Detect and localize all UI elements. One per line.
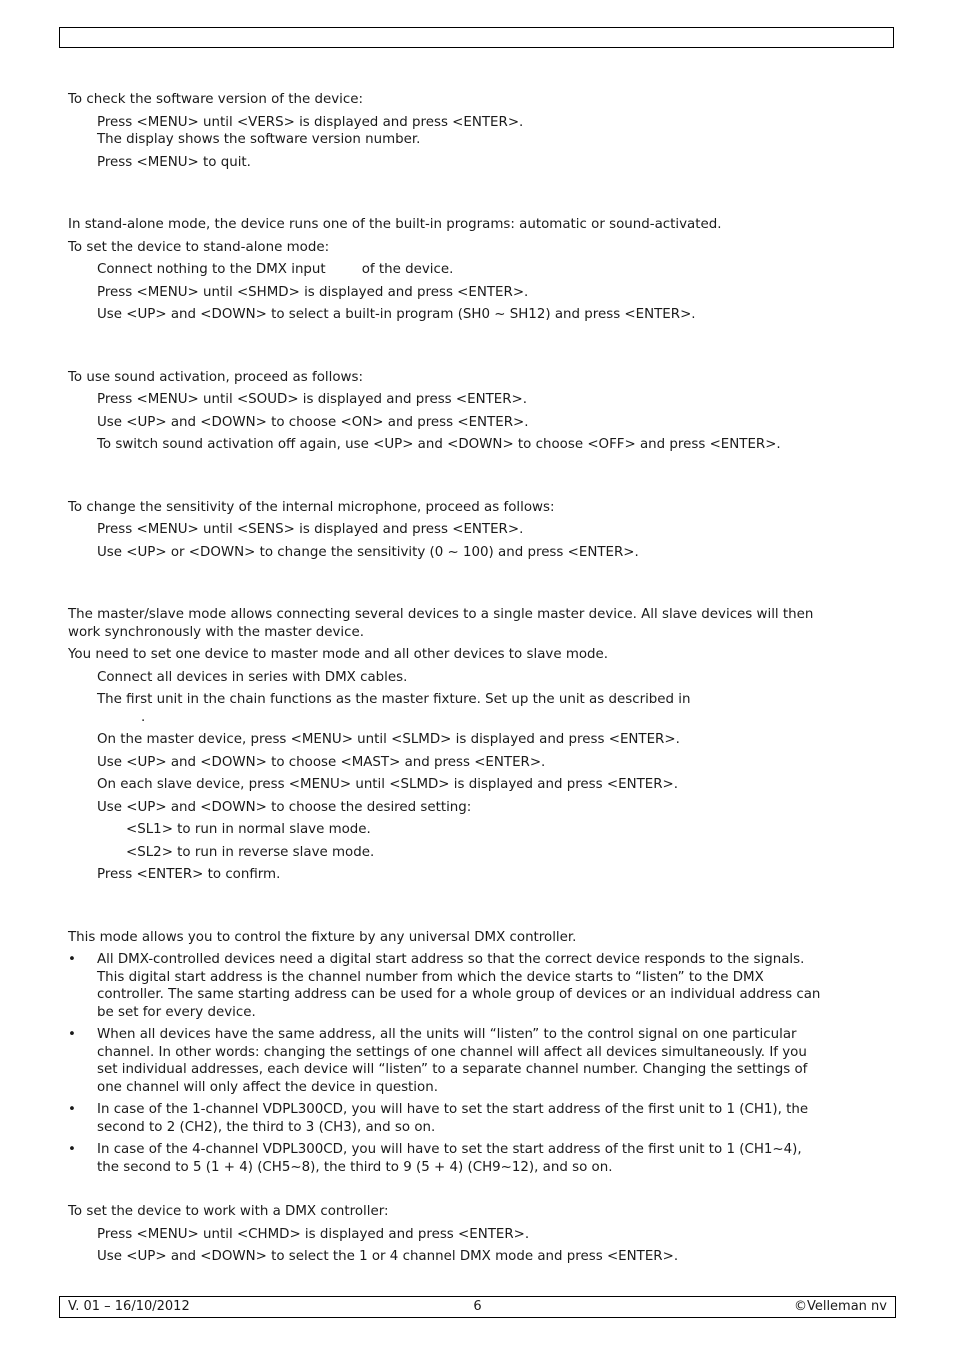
- dmx-bullet-3-line-1: In case of the 1-channel VDPL300CD, you will have to set the start address of the first unit to 1 (CH1), the: [97, 1102, 809, 1117]
- bullet-dot: •: [68, 1102, 76, 1117]
- bullet-dot: •: [68, 1027, 76, 1042]
- masterslave-step-4: Use <UP> and <DOWN> to choose <MAST> and press <ENTER>.: [97, 754, 546, 770]
- dmx-bullet-2-line-4: one channel will only affect the device in question.: [97, 1079, 438, 1095]
- standalone-lead: To set the device to stand-alone mode:: [68, 239, 330, 255]
- dmx-step-2: Use <UP> and <DOWN> to select the 1 or 4 channel DMX mode and press <ENTER>.: [97, 1249, 679, 1264]
- footer-page-number: 6: [473, 1299, 482, 1314]
- masterslave-intro-1: The master/slave mode allows connecting several devices to a single master device. All slave devices will then: [68, 607, 814, 622]
- masterslave-sub-1: <SL1> to run in normal slave mode.: [126, 822, 371, 837]
- masterslave-step-1: Connect all devices in series with DMX cables.: [97, 669, 408, 685]
- dmx-bullet-1-line-4: be set for every device.: [97, 1004, 256, 1020]
- version-step-1-note: The display shows the software version number.: [97, 132, 421, 147]
- footer-copyright: ©Velleman nv: [793, 1299, 887, 1314]
- page-content: [68, 91, 888, 1266]
- standalone-step-3: Use <UP> and <DOWN> to select a built-in program (SH0 ~ SH12) and press <ENTER>.: [97, 307, 696, 322]
- standalone-step-2: Press <MENU> until <SHMD> is displayed and press <ENTER>.: [97, 284, 529, 300]
- dmx-bullet-2-line-3: set individual addresses, each device will “listen” to a separate channel number. Changing the settings of: [97, 1062, 808, 1077]
- page-header-box: [59, 27, 894, 48]
- masterslave-lead: You need to set one device to master mode and all other devices to slave mode.: [68, 647, 609, 662]
- sensitivity-step-2: Use <UP> or <DOWN> to change the sensitivity (0 ~ 100) and press <ENTER>.: [97, 544, 639, 560]
- masterslave-step-7: Press <ENTER> to confirm.: [97, 867, 281, 882]
- standalone-step-1: [97, 261, 888, 279]
- dmx-bullet-1-line-3: controller. The same starting address can be used for a whole group of devices or an individual address can: [97, 987, 821, 1002]
- sound-step-3: To switch sound activation off again, use <UP> and <DOWN> to choose <OFF> and press <ENTER>.: [97, 437, 781, 452]
- dmx-bullet-3: [68, 1101, 888, 1136]
- dmx-bullet-1-line-2: This digital start address is the channel number from which the device starts to “listen” to the DMX: [97, 969, 764, 985]
- masterslave-step-2: The first unit in the chain functions as the master fixture. Set up the unit as described in: [97, 692, 691, 707]
- dmx-bullet-1-line-1: All DMX-controlled devices need a digital start address so that the correct device responds to the signals.: [97, 952, 805, 967]
- masterslave-step-2-period: .: [141, 709, 146, 725]
- masterslave-step-3: On the master device, press <MENU> until <SLMD> is displayed and press <ENTER>.: [97, 732, 680, 747]
- masterslave-step-6: Use <UP> and <DOWN> to choose the desired setting:: [97, 799, 472, 815]
- dmx-step-1: Press <MENU> until <CHMD> is displayed and press <ENTER>.: [97, 1226, 530, 1242]
- masterslave-sub-2: <SL2> to run in reverse slave mode.: [126, 844, 375, 860]
- standalone-step-1-b: of the device.: [361, 262, 454, 277]
- bullet-dot: •: [68, 1142, 76, 1157]
- page-footer: [59, 1296, 896, 1318]
- footer-version: V. 01 – 16/10/2012: [68, 1299, 190, 1314]
- sound-intro: To use sound activation, proceed as follows:: [68, 369, 363, 385]
- dmx-lead: To set the device to work with a DMX controller:: [68, 1204, 389, 1219]
- dmx-bullet-3-line-2: second to 2 (CH2), the third to 3 (CH3), and so on.: [97, 1119, 436, 1135]
- masterslave-step-5: On each slave device, press <MENU> until <SLMD> is displayed and press <ENTER>.: [97, 777, 679, 792]
- masterslave-intro-2: work synchronously with the master device.: [68, 624, 364, 640]
- dmx-bullet-4-line-1: In case of the 4-channel VDPL300CD, you will have to set the start address of the first unit to 1 (CH1~4),: [97, 1142, 802, 1157]
- version-step-1: Press <MENU> until <VERS> is displayed and press <ENTER>.: [97, 114, 524, 130]
- version-intro: To check the software version of the device:: [68, 92, 363, 107]
- masterslave-step-2-tail: [97, 709, 888, 727]
- bullet-dot: •: [68, 952, 76, 967]
- dmx-bullet-2: [68, 1026, 888, 1096]
- sound-step-1: Press <MENU> until <SOUD> is displayed and press <ENTER>.: [97, 392, 528, 407]
- dmx-bullet-2-line-2: channel. In other words: changing the settings of one channel will affect all devices simultaneously. If you: [97, 1044, 807, 1060]
- dmx-bullet-4: [68, 1141, 888, 1176]
- standalone-step-1-a: Connect nothing to the DMX input: [97, 262, 326, 277]
- dmx-bullet-list: [68, 951, 888, 1176]
- version-step-2: Press <MENU> to quit.: [97, 154, 251, 170]
- sound-step-2: Use <UP> and <DOWN> to choose <ON> and press <ENTER>.: [97, 414, 529, 430]
- sensitivity-step-1: Press <MENU> until <SENS> is displayed and press <ENTER>.: [97, 522, 524, 537]
- sensitivity-intro: To change the sensitivity of the internal microphone, proceed as follows:: [68, 499, 555, 515]
- dmx-bullet-2-line-1: When all devices have the same address, all the units will “listen” to the control signal on one particular: [97, 1027, 797, 1042]
- dmx-bullet-1: [68, 951, 888, 1021]
- dmx-bullet-4-line-2: the second to 5 (1 + 4) (CH5~8), the third to 9 (5 + 4) (CH9~12), and so on.: [97, 1159, 613, 1175]
- standalone-intro: In stand-alone mode, the device runs one of the built-in programs: automatic or sound-activated.: [68, 217, 722, 232]
- dmx-intro: This mode allows you to control the fixture by any universal DMX controller.: [68, 929, 577, 945]
